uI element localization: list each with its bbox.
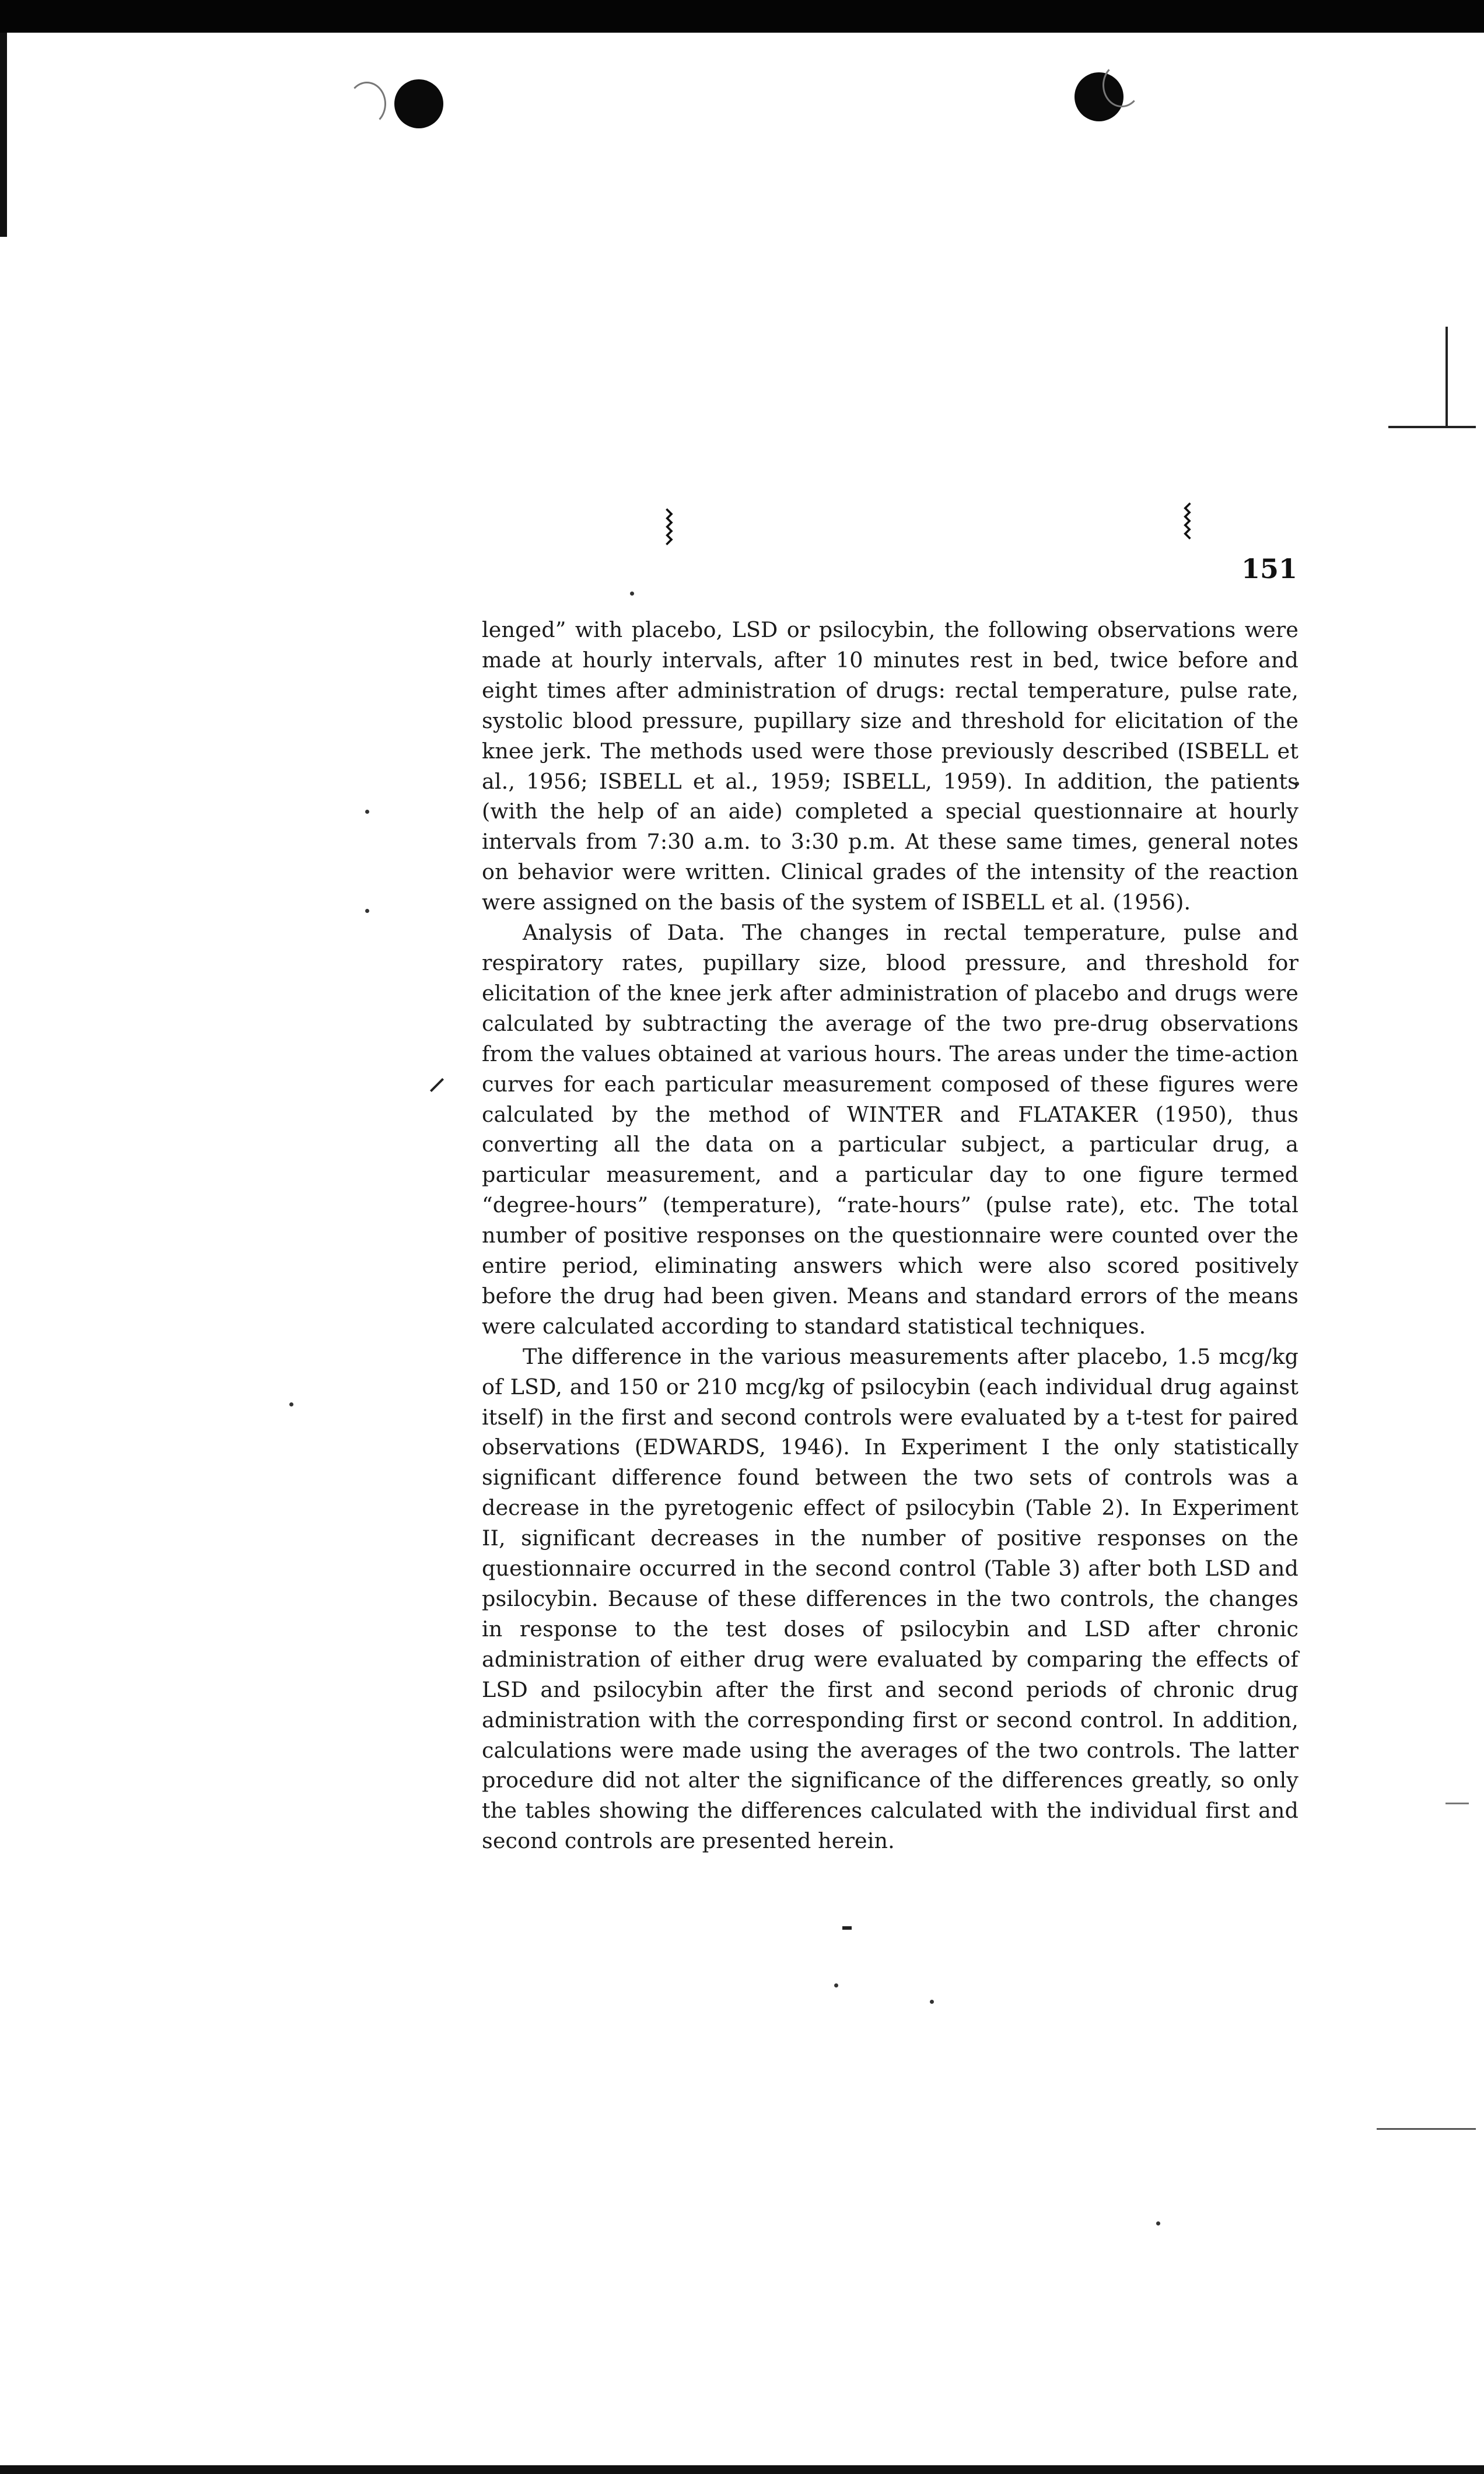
paragraph-text: lenged” with placebo, LSD or psilocybin, the following observations were made at hourly intervals, after 10 minutes rest in bed, twice before and eight times after administration of drugs: rectal temperature, pulse rate, systolic blood pressure, pupillary size and threshold for elicitation of the knee jerk. The methods used were those previously described (ISBELL et al., 1956; ISBELL et al., 1959; ISBELL, 1959). In addition, the patients (with the help of an aide) completed a special questionnaire at hourly intervals from 7:30 a.m. to 3:30 p.m. At these same times, general notes on behavior were written. Clinical grades of the intensity of the reaction were assigned on the basis of the system of ISBELL et al. (1956). bbox=[482, 617, 1298, 915]
margin-rule-lower bbox=[1377, 2128, 1476, 2130]
paragraph-text: The difference in the various measurements after placebo, 1.5 mcg/kg of LSD, and 150 or 210 mcg/kg of psilocybin (each individual drug against itself) in the first and second controls were evaluated by a t-test for paired observations (EDWARDS, 1946). In Experiment I the only statistically significant difference found between the two sets of controls was a decrease in the pyretogenic effect of psilocybin (Table 2). In Experiment II, significant decreases in the number of positive responses on the questionnaire occurred in the second control (Table 3) after both LSD and psilocybin. Because of these differences in the two controls, the changes in response to the test doses of psilocybin and LSD after chronic administration of either drug were evaluated by comparing the effects of LSD and psilocybin after the first and second periods of chronic drug administration with the corresponding first or second control. In addition, calculations were made using the averages of the two controls. The latter procedure did not alter the significance of the differences greatly, so only the tables showing the differences calculated with the individual first and second controls are presented herein. bbox=[482, 1343, 1298, 1854]
punch-hole-ghost-right bbox=[1102, 63, 1141, 107]
bleedthrough-mark-right: ⧙ bbox=[1182, 490, 1193, 551]
bleedthrough-mark-left: ⧘ bbox=[664, 496, 675, 557]
paragraph-text: The changes in rectal temperature, pulse and respiratory rates, pupillary size, blood pressure, and threshold for elicitation of the knee jerk after administration of placebo and drugs were calculated by subtracting the average of the two pre-drug observations from the values obtained at various hours. The areas under the time-action curves for each particular measurement composed of these figures were calculated by the method of WINTER and FLATAKER (1950), thus converting all the data on a particular subject, a particular drug, a particular measurement, and a particular day to one figure termed “degree-hours” (temperature), “rate-hours” (pulse rate), etc. The total number of positive responses on the questionnaire were counted over the entire period, eliminating answers which were also scored positively before the drug had been given. Means and standard errors of the means were calculated according to standard statistical techniques. bbox=[482, 920, 1298, 1339]
speck bbox=[842, 1926, 852, 1930]
margin-rule-horizontal bbox=[1388, 426, 1476, 428]
paragraph-analysis-of-data bbox=[482, 918, 1298, 1342]
body-text bbox=[482, 615, 1298, 1856]
pencil-tick bbox=[430, 1078, 444, 1092]
paragraph-observations bbox=[482, 615, 1298, 918]
paragraph-lead: Analysis of Data. bbox=[523, 920, 725, 946]
page-number: 151 bbox=[1241, 553, 1298, 585]
speck bbox=[365, 810, 369, 814]
paragraph-differences bbox=[482, 1342, 1298, 1856]
speck bbox=[1156, 2221, 1160, 2225]
punch-hole-ghost-left bbox=[348, 82, 386, 126]
scan-top-border bbox=[0, 0, 1484, 33]
speck bbox=[630, 592, 634, 596]
punch-hole-left bbox=[394, 79, 443, 128]
speck bbox=[289, 1402, 293, 1406]
scan-left-edge bbox=[0, 33, 7, 237]
speck bbox=[930, 2000, 934, 2004]
scan-bottom-border bbox=[0, 2465, 1484, 2474]
margin-mark-right bbox=[1446, 1803, 1469, 1804]
margin-rule-vertical bbox=[1446, 327, 1448, 426]
speck bbox=[834, 1983, 838, 1987]
speck bbox=[365, 909, 369, 913]
